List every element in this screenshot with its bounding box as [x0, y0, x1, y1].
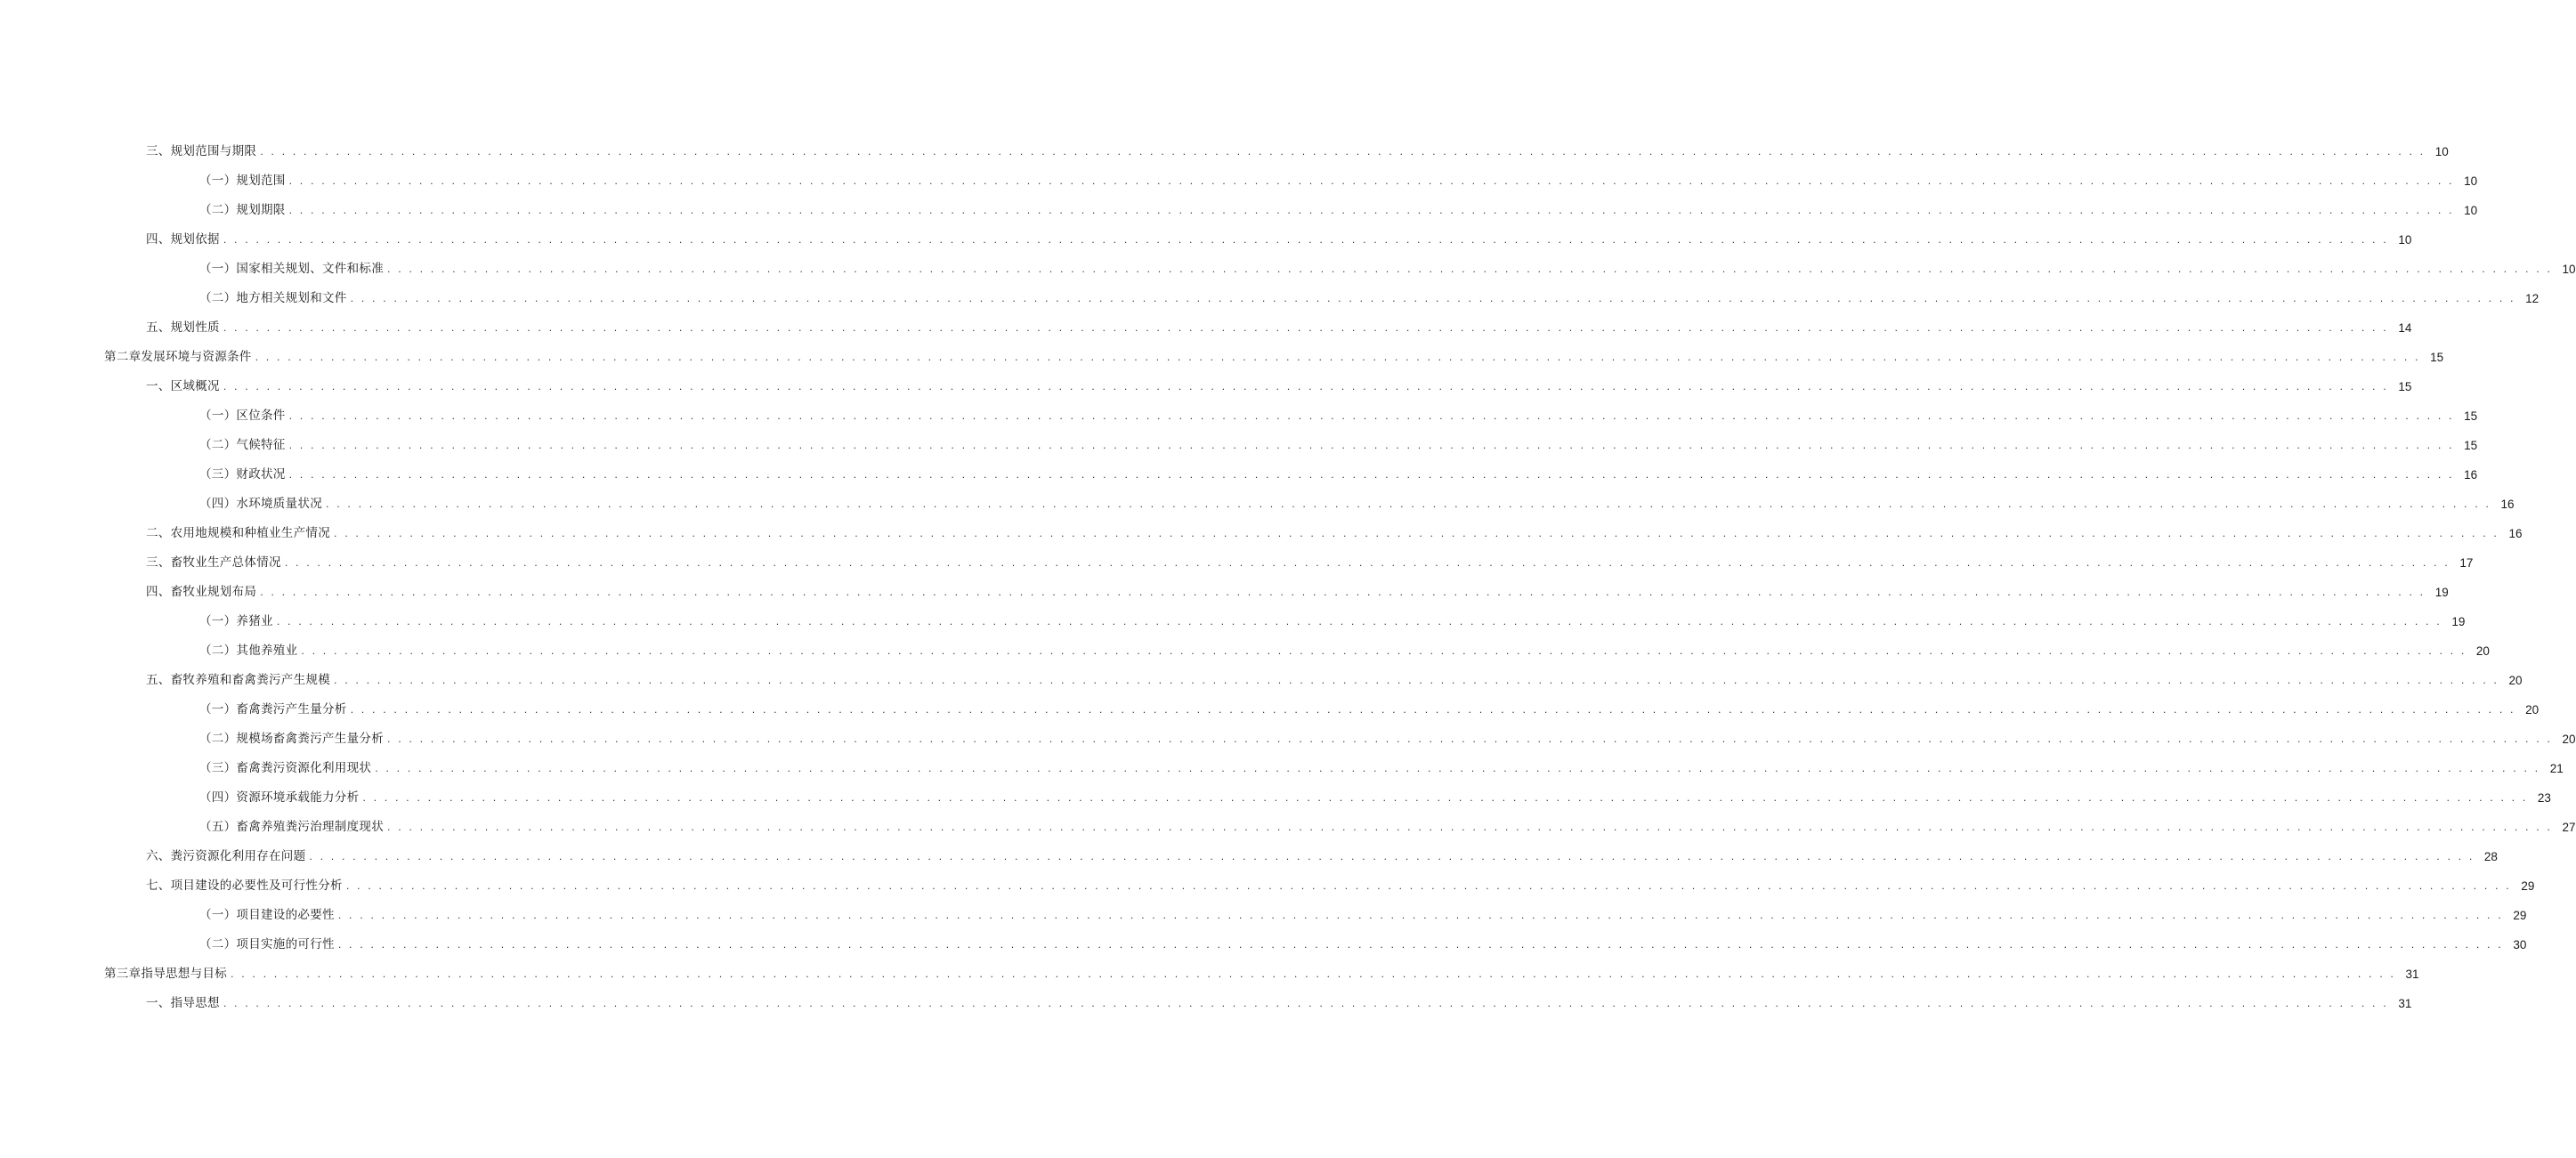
toc-entry[interactable] [0, 490, 2515, 519]
toc-entry-title: 五、规划性质 [146, 320, 220, 335]
toc-entry-page-number: 19 [2434, 586, 2449, 599]
toc-entry-title: （二）地方相关规划和文件 [199, 291, 347, 305]
toc-entry-title: （四）资源环境承载能力分析 [199, 790, 360, 805]
toc-entry-page-number: 12 [2525, 292, 2540, 305]
toc-entry-title: （一）国家相关规划、文件和标准 [199, 262, 384, 276]
dot-leader: . . . . . . . . . . . . . . . . . . . . . . . . . . . . . . . . . . . . . . . . . . . . . . . . . . . . . . . . . . . . . . . . . . . . . . . . . . . . . . . . . . . . . . . . . . . . . . . . . . . . . . . . . . . . . . . . . . . . . . . . . . . . . . . . . . . . . . . . . . . . . . . . . . . . . . . . . . . . . . . . . . . . . . . . . . . . . . . . . . . . . . . . . . . . . . . . . . . . . . . . [255, 352, 2421, 363]
toc-entry-title: （一）畜禽粪污产生量分析 [199, 702, 347, 717]
dot-leader: . . . . . . . . . . . . . . . . . . . . . . . . . . . . . . . . . . . . . . . . . . . . . . . . . . . . . . . . . . . . . . . . . . . . . . . . . . . . . . . . . . . . . . . . . . . . . . . . . . . . . . . . . . . . . . . . . . . . . . . . . . . . . . . . . . . . . . . . . . . . . . . . . . . . . . . . . . . . . . . . . . . . . . . . . . . . . . . . . . . . . . . . . . . . . . . . . . . . . . . . [309, 851, 2475, 862]
toc-entry[interactable] [0, 725, 2576, 754]
dot-leader: . . . . . . . . . . . . . . . . . . . . . . . . . . . . . . . . . . . . . . . . . . . . . . . . . . . . . . . . . . . . . . . . . . . . . . . . . . . . . . . . . . . . . . . . . . . . . . . . . . . . . . . . . . . . . . . . . . . . . . . . . . . . . . . . . . . . . . . . . . . . . . . . . . . . . . . . . . . . . . . . . . . . . . . . . . . . . . . . . . . . . . . . . . . . . . . . . . . . . . . . [350, 293, 2516, 304]
toc-entry[interactable] [0, 783, 2551, 813]
toc-entry-title: 四、规划依据 [146, 232, 220, 247]
toc-entry-title: 第三章指导思想与目标 [104, 967, 227, 981]
toc-entry-page-number: 23 [2537, 791, 2551, 805]
toc-entry-title: 五、畜牧养殖和畜禽粪污产生规模 [146, 673, 330, 687]
toc-entry-title: 三、规划范围与期限 [146, 144, 257, 158]
dot-leader: . . . . . . . . . . . . . . . . . . . . . . . . . . . . . . . . . . . . . . . . . . . . . . . . . . . . . . . . . . . . . . . . . . . . . . . . . . . . . . . . . . . . . . . . . . . . . . . . . . . . . . . . . . . . . . . . . . . . . . . . . . . . . . . . . . . . . . . . . . . . . . . . . . . . . . . . . . . . . . . . . . . . . . . . . . . . . . . . . . . . . . . . . . . . . . . . . . . . . . . . [301, 645, 2467, 657]
dot-leader: . . . . . . . . . . . . . . . . . . . . . . . . . . . . . . . . . . . . . . . . . . . . . . . . . . . . . . . . . . . . . . . . . . . . . . . . . . . . . . . . . . . . . . . . . . . . . . . . . . . . . . . . . . . . . . . . . . . . . . . . . . . . . . . . . . . . . . . . . . . . . . . . . . . . . . . . . . . . . . . . . . . . . . . . . . . . . . . . . . . . . . . . . . . . . . . . . . . . . . . . [334, 675, 2499, 686]
dot-leader: . . . . . . . . . . . . . . . . . . . . . . . . . . . . . . . . . . . . . . . . . . . . . . . . . . . . . . . . . . . . . . . . . . . . . . . . . . . . . . . . . . . . . . . . . . . . . . . . . . . . . . . . . . . . . . . . . . . . . . . . . . . . . . . . . . . . . . . . . . . . . . . . . . . . . . . . . . . . . . . . . . . . . . . . . . . . . . . . . . . . . . . . . . . . . . . . . . . . . . . . [337, 939, 2504, 951]
toc-entry-title: （一）规划范围 [199, 174, 286, 188]
dot-leader: . . . . . . . . . . . . . . . . . . . . . . . . . . . . . . . . . . . . . . . . . . . . . . . . . . . . . . . . . . . . . . . . . . . . . . . . . . . . . . . . . . . . . . . . . . . . . . . . . . . . . . . . . . . . . . . . . . . . . . . . . . . . . . . . . . . . . . . . . . . . . . . . . . . . . . . . . . . . . . . . . . . . . . . . . . . . . . . . . . . . . . . . . . . . . . . . . . . . . . . . [223, 381, 2389, 393]
toc-entry[interactable] [0, 313, 2412, 343]
toc-entry-page-number: 14 [2398, 321, 2412, 335]
toc-entry-page-number: 20 [2562, 733, 2576, 746]
toc-entry-title: 四、畜牧业规划布局 [146, 585, 257, 599]
toc-entry[interactable] [0, 989, 2412, 1018]
toc-entry[interactable] [0, 431, 2478, 460]
toc-entry-title: 第二章发展环境与资源条件 [104, 350, 252, 364]
toc-entry[interactable] [0, 196, 2478, 225]
toc-entry-title: 二、农用地规模和种植业生产情况 [146, 526, 330, 540]
toc-entry[interactable] [0, 930, 2527, 960]
dot-leader: . . . . . . . . . . . . . . . . . . . . . . . . . . . . . . . . . . . . . . . . . . . . . . . . . . . . . . . . . . . . . . . . . . . . . . . . . . . . . . . . . . . . . . . . . . . . . . . . . . . . . . . . . . . . . . . . . . . . . . . . . . . . . . . . . . . . . . . . . . . . . . . . . . . . . . . . . . . . . . . . . . . . . . . . . . . . . . . . . . . . . . . . . . . . . . . . . . . . . . . . [260, 146, 2426, 158]
toc-entry[interactable] [0, 225, 2412, 255]
toc-entry[interactable] [0, 666, 2523, 695]
dot-leader: . . . . . . . . . . . . . . . . . . . . . . . . . . . . . . . . . . . . . . . . . . . . . . . . . . . . . . . . . . . . . . . . . . . . . . . . . . . . . . . . . . . . . . . . . . . . . . . . . . . . . . . . . . . . . . . . . . . . . . . . . . . . . . . . . . . . . . . . . . . . . . . . . . . . . . . . . . . . . . . . . . . . . . . . . . . . . . . . . . . . . . . . . . . . . . . . . . . . . . . . [387, 822, 2553, 833]
toc-entry[interactable] [0, 343, 2444, 372]
toc-entry-page-number: 20 [2508, 674, 2523, 687]
toc-entry[interactable] [0, 401, 2478, 431]
toc-entry[interactable] [0, 519, 2523, 548]
toc-entry-page-number: 31 [2405, 968, 2419, 981]
dot-leader: . . . . . . . . . . . . . . . . . . . . . . . . . . . . . . . . . . . . . . . . . . . . . . . . . . . . . . . . . . . . . . . . . . . . . . . . . . . . . . . . . . . . . . . . . . . . . . . . . . . . . . . . . . . . . . . . . . . . . . . . . . . . . . . . . . . . . . . . . . . . . . . . . . . . . . . . . . . . . . . . . . . . . . . . . . . . . . . . . . . . . . . . . . . . . . . . . . . . . . . . [276, 616, 2442, 628]
toc-entry-page-number: 15 [2398, 380, 2412, 393]
toc-entry[interactable] [0, 166, 2478, 196]
toc-entry-page-number: 27 [2562, 821, 2576, 834]
dot-leader: . . . . . . . . . . . . . . . . . . . . . . . . . . . . . . . . . . . . . . . . . . . . . . . . . . . . . . . . . . . . . . . . . . . . . . . . . . . . . . . . . . . . . . . . . . . . . . . . . . . . . . . . . . . . . . . . . . . . . . . . . . . . . . . . . . . . . . . . . . . . . . . . . . . . . . . . . . . . . . . . . . . . . . . . . . . . . . . . . . . . . . . . . . . . . . . . . . . . . . . . [387, 263, 2553, 275]
toc-entry-title: 六、粪污资源化利用存在问题 [146, 849, 306, 863]
toc-entry[interactable] [0, 813, 2576, 842]
toc-entry-title: 三、畜牧业生产总体情况 [146, 555, 281, 570]
dot-leader: . . . . . . . . . . . . . . . . . . . . . . . . . . . . . . . . . . . . . . . . . . . . . . . . . . . . . . . . . . . . . . . . . . . . . . . . . . . . . . . . . . . . . . . . . . . . . . . . . . . . . . . . . . . . . . . . . . . . . . . . . . . . . . . . . . . . . . . . . . . . . . . . . . . . . . . . . . . . . . . . . . . . . . . . . . . . . . . . . . . . . . . . . . . . . . . . . . . . . . . . [362, 792, 2528, 804]
toc-entry-page-number: 19 [2451, 615, 2466, 628]
toc-entry-page-number: 31 [2398, 997, 2412, 1010]
toc-entry-title: （一）区位条件 [199, 409, 286, 423]
dot-leader: . . . . . . . . . . . . . . . . . . . . . . . . . . . . . . . . . . . . . . . . . . . . . . . . . . . . . . . . . . . . . . . . . . . . . . . . . . . . . . . . . . . . . . . . . . . . . . . . . . . . . . . . . . . . . . . . . . . . . . . . . . . . . . . . . . . . . . . . . . . . . . . . . . . . . . . . . . . . . . . . . . . . . . . . . . . . . . . . . . . . . . . . . . . . . . . . . . . . . . . . [288, 440, 2455, 451]
toc-entry[interactable] [0, 137, 2449, 166]
dot-leader: . . . . . . . . . . . . . . . . . . . . . . . . . . . . . . . . . . . . . . . . . . . . . . . . . . . . . . . . . . . . . . . . . . . . . . . . . . . . . . . . . . . . . . . . . . . . . . . . . . . . . . . . . . . . . . . . . . . . . . . . . . . . . . . . . . . . . . . . . . . . . . . . . . . . . . . . . . . . . . . . . . . . . . . . . . . . . . . . . . . . . . . . . . . . . . . . . . . . . . . . [337, 910, 2504, 921]
dot-leader: . . . . . . . . . . . . . . . . . . . . . . . . . . . . . . . . . . . . . . . . . . . . . . . . . . . . . . . . . . . . . . . . . . . . . . . . . . . . . . . . . . . . . . . . . . . . . . . . . . . . . . . . . . . . . . . . . . . . . . . . . . . . . . . . . . . . . . . . . . . . . . . . . . . . . . . . . . . . . . . . . . . . . . . . . . . . . . . . . . . . . . . . . . . . . . . . . . . . . . . . [326, 498, 2491, 510]
toc-entry[interactable] [0, 460, 2478, 490]
toc-entry-page-number: 29 [2521, 879, 2535, 893]
toc-entry-page-number: 16 [2500, 498, 2515, 511]
toc-entry[interactable] [0, 754, 2564, 783]
dot-leader: . . . . . . . . . . . . . . . . . . . . . . . . . . . . . . . . . . . . . . . . . . . . . . . . . . . . . . . . . . . . . . . . . . . . . . . . . . . . . . . . . . . . . . . . . . . . . . . . . . . . . . . . . . . . . . . . . . . . . . . . . . . . . . . . . . . . . . . . . . . . . . . . . . . . . . . . . . . . . . . . . . . . . . . . . . . . . . . . . . . . . . . . . . . . . . . . . . . . . . . . [223, 998, 2389, 1009]
toc-entry[interactable] [0, 901, 2527, 930]
toc-entry-title: 七、项目建设的必要性及可行性分析 [146, 879, 343, 893]
toc-entry[interactable] [0, 578, 2449, 607]
toc-entry-page-number: 10 [2464, 204, 2478, 217]
dot-leader: . . . . . . . . . . . . . . . . . . . . . . . . . . . . . . . . . . . . . . . . . . . . . . . . . . . . . . . . . . . . . . . . . . . . . . . . . . . . . . . . . . . . . . . . . . . . . . . . . . . . . . . . . . . . . . . . . . . . . . . . . . . . . . . . . . . . . . . . . . . . . . . . . . . . . . . . . . . . . . . . . . . . . . . . . . . . . . . . . . . . . . . . . . . . . . . . . . . . . . . . [231, 968, 2396, 980]
toc-entry-title: （一）项目建设的必要性 [199, 908, 335, 922]
toc-entry-page-number: 28 [2483, 850, 2498, 863]
toc-entry[interactable] [0, 255, 2576, 284]
toc-entry[interactable] [0, 372, 2412, 401]
dot-leader: . . . . . . . . . . . . . . . . . . . . . . . . . . . . . . . . . . . . . . . . . . . . . . . . . . . . . . . . . . . . . . . . . . . . . . . . . . . . . . . . . . . . . . . . . . . . . . . . . . . . . . . . . . . . . . . . . . . . . . . . . . . . . . . . . . . . . . . . . . . . . . . . . . . . . . . . . . . . . . . . . . . . . . . . . . . . . . . . . . . . . . . . . . . . . . . . . . . . . . . . [288, 205, 2455, 216]
toc-entry-page-number: 20 [2475, 644, 2490, 658]
toc-entry[interactable] [0, 636, 2490, 666]
toc-entry[interactable] [0, 960, 2419, 989]
toc-entry-title: （二）气候特征 [199, 438, 286, 452]
toc-entry[interactable] [0, 284, 2540, 313]
toc-entry-page-number: 10 [2562, 263, 2576, 276]
dot-leader: . . . . . . . . . . . . . . . . . . . . . . . . . . . . . . . . . . . . . . . . . . . . . . . . . . . . . . . . . . . . . . . . . . . . . . . . . . . . . . . . . . . . . . . . . . . . . . . . . . . . . . . . . . . . . . . . . . . . . . . . . . . . . . . . . . . . . . . . . . . . . . . . . . . . . . . . . . . . . . . . . . . . . . . . . . . . . . . . . . . . . . . . . . . . . . . . . . . . . . . . [223, 322, 2389, 334]
toc-entry-page-number: 20 [2525, 703, 2540, 717]
toc-entry-page-number: 15 [2464, 439, 2478, 452]
toc-entry-page-number: 30 [2513, 938, 2527, 952]
toc-entry[interactable] [0, 871, 2535, 901]
toc-entry-title: （一）养猪业 [199, 614, 273, 628]
dot-leader: . . . . . . . . . . . . . . . . . . . . . . . . . . . . . . . . . . . . . . . . . . . . . . . . . . . . . . . . . . . . . . . . . . . . . . . . . . . . . . . . . . . . . . . . . . . . . . . . . . . . . . . . . . . . . . . . . . . . . . . . . . . . . . . . . . . . . . . . . . . . . . . . . . . . . . . . . . . . . . . . . . . . . . . . . . . . . . . . . . . . . . . . . . . . . . . . . . . . . . . . [334, 528, 2499, 539]
dot-leader: . . . . . . . . . . . . . . . . . . . . . . . . . . . . . . . . . . . . . . . . . . . . . . . . . . . . . . . . . . . . . . . . . . . . . . . . . . . . . . . . . . . . . . . . . . . . . . . . . . . . . . . . . . . . . . . . . . . . . . . . . . . . . . . . . . . . . . . . . . . . . . . . . . . . . . . . . . . . . . . . . . . . . . . . . . . . . . . . . . . . . . . . . . . . . . . . . . . . . . . . [288, 410, 2455, 422]
toc-entry-title: （五）畜禽养殖粪污治理制度现状 [199, 820, 384, 834]
toc-entry[interactable] [0, 842, 2498, 871]
dot-leader: . . . . . . . . . . . . . . . . . . . . . . . . . . . . . . . . . . . . . . . . . . . . . . . . . . . . . . . . . . . . . . . . . . . . . . . . . . . . . . . . . . . . . . . . . . . . . . . . . . . . . . . . . . . . . . . . . . . . . . . . . . . . . . . . . . . . . . . . . . . . . . . . . . . . . . . . . . . . . . . . . . . . . . . . . . . . . . . . . . . . . . . . . . . . . . . . . . . . . . . . [260, 587, 2426, 598]
toc-entry-page-number: 16 [2508, 527, 2523, 540]
dot-leader: . . . . . . . . . . . . . . . . . . . . . . . . . . . . . . . . . . . . . . . . . . . . . . . . . . . . . . . . . . . . . . . . . . . . . . . . . . . . . . . . . . . . . . . . . . . . . . . . . . . . . . . . . . . . . . . . . . . . . . . . . . . . . . . . . . . . . . . . . . . . . . . . . . . . . . . . . . . . . . . . . . . . . . . . . . . . . . . . . . . . . . . . . . . . . . . . . . . . . . . . [350, 704, 2516, 716]
toc-entry-page-number: 16 [2464, 468, 2478, 482]
toc-entry[interactable] [0, 548, 2474, 578]
dot-leader: . . . . . . . . . . . . . . . . . . . . . . . . . . . . . . . . . . . . . . . . . . . . . . . . . . . . . . . . . . . . . . . . . . . . . . . . . . . . . . . . . . . . . . . . . . . . . . . . . . . . . . . . . . . . . . . . . . . . . . . . . . . . . . . . . . . . . . . . . . . . . . . . . . . . . . . . . . . . . . . . . . . . . . . . . . . . . . . . . . . . . . . . . . . . . . . . . . . . . . . . [345, 880, 2512, 892]
dot-leader: . . . . . . . . . . . . . . . . . . . . . . . . . . . . . . . . . . . . . . . . . . . . . . . . . . . . . . . . . . . . . . . . . . . . . . . . . . . . . . . . . . . . . . . . . . . . . . . . . . . . . . . . . . . . . . . . . . . . . . . . . . . . . . . . . . . . . . . . . . . . . . . . . . . . . . . . . . . . . . . . . . . . . . . . . . . . . . . . . . . . . . . . . . . . . . . . . . . . . . . . [387, 733, 2553, 745]
toc-entry-page-number: 10 [2464, 174, 2478, 188]
table-of-contents [0, 137, 2576, 1018]
toc-entry-title: （二）规划期限 [199, 203, 286, 217]
toc-entry-page-number: 21 [2549, 762, 2564, 775]
toc-entry[interactable] [0, 695, 2540, 725]
toc-entry-title: （二）其他养殖业 [199, 644, 298, 658]
toc-entry-page-number: 15 [2430, 351, 2444, 364]
toc-entry-title: 一、指导思想 [146, 996, 220, 1010]
toc-entry-title: （二）项目实施的可行性 [199, 937, 335, 952]
dot-leader: . . . . . . . . . . . . . . . . . . . . . . . . . . . . . . . . . . . . . . . . . . . . . . . . . . . . . . . . . . . . . . . . . . . . . . . . . . . . . . . . . . . . . . . . . . . . . . . . . . . . . . . . . . . . . . . . . . . . . . . . . . . . . . . . . . . . . . . . . . . . . . . . . . . . . . . . . . . . . . . . . . . . . . . . . . . . . . . . . . . . . . . . . . . . . . . . . . . . . . . . [375, 763, 2540, 774]
dot-leader: . . . . . . . . . . . . . . . . . . . . . . . . . . . . . . . . . . . . . . . . . . . . . . . . . . . . . . . . . . . . . . . . . . . . . . . . . . . . . . . . . . . . . . . . . . . . . . . . . . . . . . . . . . . . . . . . . . . . . . . . . . . . . . . . . . . . . . . . . . . . . . . . . . . . . . . . . . . . . . . . . . . . . . . . . . . . . . . . . . . . . . . . . . . . . . . . . . . . . . . . [288, 175, 2455, 187]
toc-entry-page-number: 10 [2434, 145, 2449, 158]
toc-entry-title: （四）水环境质量状况 [199, 497, 322, 511]
toc-entry-page-number: 15 [2464, 409, 2478, 423]
toc-entry-title: （三）财政状况 [199, 467, 286, 482]
dot-leader: . . . . . . . . . . . . . . . . . . . . . . . . . . . . . . . . . . . . . . . . . . . . . . . . . . . . . . . . . . . . . . . . . . . . . . . . . . . . . . . . . . . . . . . . . . . . . . . . . . . . . . . . . . . . . . . . . . . . . . . . . . . . . . . . . . . . . . . . . . . . . . . . . . . . . . . . . . . . . . . . . . . . . . . . . . . . . . . . . . . . . . . . . . . . . . . . . . . . . . . . [288, 469, 2455, 481]
toc-entry-page-number: 10 [2398, 233, 2412, 247]
toc-entry[interactable] [0, 607, 2466, 636]
toc-entry-page-number: 17 [2459, 556, 2474, 570]
dot-leader: . . . . . . . . . . . . . . . . . . . . . . . . . . . . . . . . . . . . . . . . . . . . . . . . . . . . . . . . . . . . . . . . . . . . . . . . . . . . . . . . . . . . . . . . . . . . . . . . . . . . . . . . . . . . . . . . . . . . . . . . . . . . . . . . . . . . . . . . . . . . . . . . . . . . . . . . . . . . . . . . . . . . . . . . . . . . . . . . . . . . . . . . . . . . . . . . . . . . . . . . [284, 557, 2450, 569]
toc-entry-title: （三）畜禽粪污资源化利用现状 [199, 761, 372, 775]
dot-leader: . . . . . . . . . . . . . . . . . . . . . . . . . . . . . . . . . . . . . . . . . . . . . . . . . . . . . . . . . . . . . . . . . . . . . . . . . . . . . . . . . . . . . . . . . . . . . . . . . . . . . . . . . . . . . . . . . . . . . . . . . . . . . . . . . . . . . . . . . . . . . . . . . . . . . . . . . . . . . . . . . . . . . . . . . . . . . . . . . . . . . . . . . . . . . . . . . . . . . . . . [223, 234, 2389, 246]
toc-entry-title: 一、区域概况 [146, 379, 220, 393]
toc-entry-title: （二）规模场畜禽粪污产生量分析 [199, 732, 384, 746]
toc-entry-page-number: 29 [2513, 909, 2527, 922]
